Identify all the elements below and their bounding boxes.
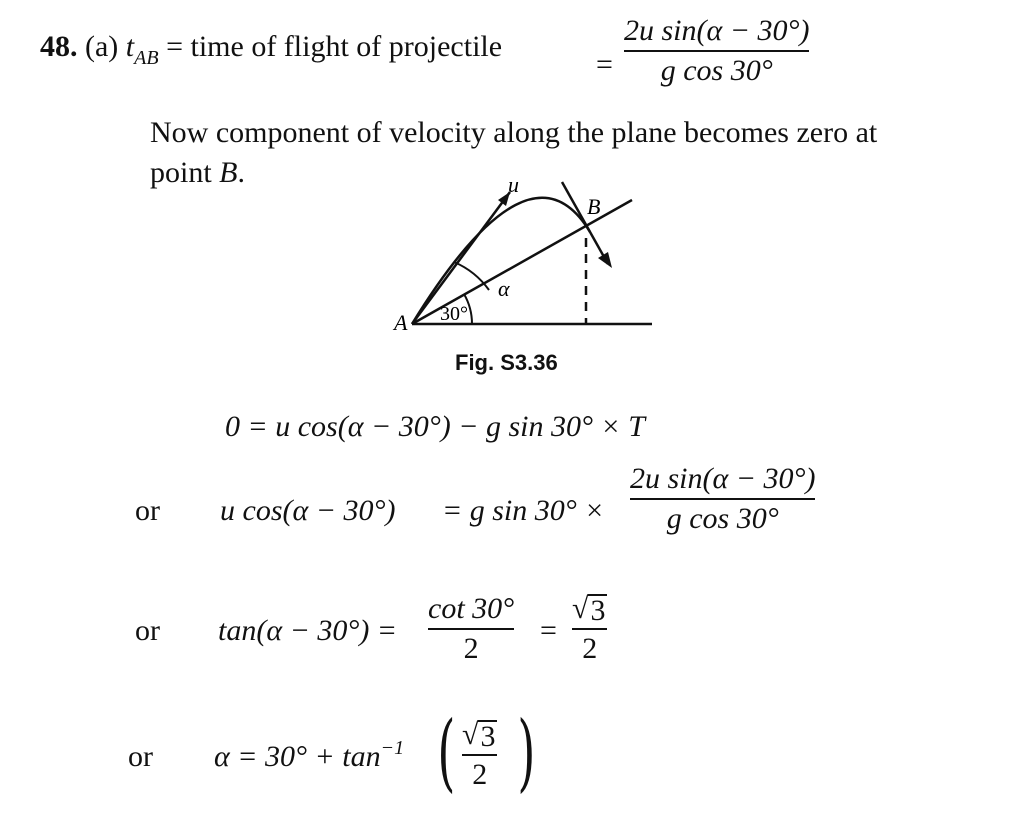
trajectory-path [412, 198, 590, 324]
time-of-flight-fraction [624, 14, 809, 88]
equation-2-bar [630, 498, 815, 500]
label-a: A [394, 310, 408, 334]
fraction-bar [624, 50, 809, 52]
sqrt-icon-2: √ [462, 718, 479, 751]
equation-4-or: or [128, 740, 153, 773]
right-paren-icon: ) [517, 703, 536, 801]
equation-3-sqrt-numerator [572, 592, 607, 626]
equation-4-denominator: 2 [472, 758, 488, 791]
fraction-denominator: g cos 30° [660, 54, 773, 87]
sqrt-radicand: 3 [590, 594, 606, 627]
tangent-at-b [562, 182, 608, 264]
projectile-figure [390, 172, 670, 334]
explanation-line-2 [150, 156, 245, 190]
equation-3-cot-numerator: cot 30° [428, 592, 515, 625]
fraction-numerator: 2u sin(α − 30°) [624, 14, 810, 47]
equation-4-right-paren [510, 703, 543, 801]
equation-4-fraction [462, 718, 497, 792]
equation-3-sqrt-bar [572, 628, 607, 630]
equation-2-lhs: u cos(α − 30°) [220, 494, 396, 527]
label-u: u [508, 172, 519, 197]
equation-2-or: or [135, 494, 160, 527]
sqrt-expression [572, 592, 607, 626]
label-b: B [587, 194, 601, 219]
equation-3-fraction-sqrt [572, 592, 607, 666]
figure-caption: Fig. S3.36 [455, 350, 558, 375]
equation-4-numerator [462, 718, 497, 752]
equation-4-lhs [214, 737, 405, 777]
label-alpha: α [498, 276, 510, 301]
equation-4-left-paren [430, 703, 463, 801]
time-symbol: t [125, 30, 135, 63]
problem-number: 48. [40, 30, 78, 63]
equation-3-cot-bar [428, 628, 514, 630]
statement-equals: = [596, 48, 613, 81]
tangent-arrowhead [598, 252, 612, 268]
angle-alpha-arc [454, 262, 489, 290]
problem-statement [40, 30, 502, 67]
equation-3-equals: = [540, 614, 557, 647]
equation-1: 0 = u cos(α − 30°) − g sin 30° × T [225, 410, 645, 443]
equation-3-cot-denominator: 2 [463, 632, 479, 665]
explanation-line-2-prefix: point [150, 156, 220, 189]
problem-part: (a) [85, 30, 119, 63]
equation-3-sqrt-denominator: 2 [582, 632, 598, 665]
point-b-label: B [219, 156, 238, 189]
left-paren-icon: ( [437, 703, 456, 801]
equation-4-lhs-text: α = 30° + tan [214, 740, 381, 773]
equation-4-bar [462, 754, 497, 756]
equation-3-lhs: tan(α − 30°) = [218, 614, 398, 647]
equation-4-superscript: −1 [380, 737, 405, 759]
time-subscript: AB [134, 47, 159, 69]
explanation-line-1: Now component of velocity along the plane becomes zero at [150, 116, 878, 149]
statement-text: = time of flight of projectile [166, 30, 503, 63]
equation-3-or: or [135, 614, 160, 647]
sqrt-icon: √ [572, 592, 589, 625]
equation-3-fraction-cot [428, 592, 514, 666]
equation-2-denominator: g cos 30° [666, 502, 779, 535]
explanation-line-2-suffix: . [237, 156, 245, 189]
sqrt-expression-2 [462, 718, 497, 752]
sqrt-radicand-2: 3 [480, 720, 496, 753]
equation-2-numerator: 2u sin(α − 30°) [630, 462, 816, 495]
label-30-deg: 30° [440, 303, 468, 325]
equation-2-fraction [630, 462, 815, 536]
equation-2-middle: = g sin 30° × [442, 494, 605, 527]
